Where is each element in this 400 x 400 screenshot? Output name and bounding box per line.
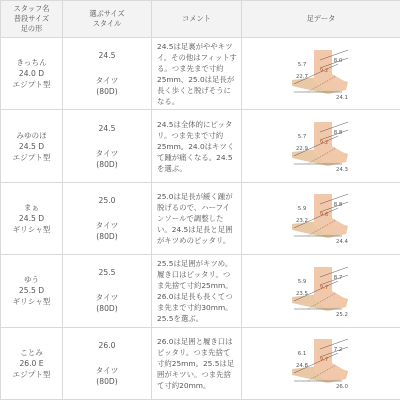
size-style xyxy=(63,38,152,110)
foot-measure-w: 8.0 xyxy=(333,57,343,64)
table-header-row xyxy=(1,1,400,38)
foot-measure-w: 8.8 xyxy=(333,130,343,137)
header-comment: コメント xyxy=(152,1,242,38)
header-foot-data: 足データ xyxy=(242,1,400,38)
chosen-size: 25.0 xyxy=(98,195,116,205)
foot-data xyxy=(242,327,400,399)
foot-measure-w: 8.8 xyxy=(333,202,343,209)
staff-info: きっちん 24.0 D エジプト型 xyxy=(1,38,63,110)
chosen-size: 26.0 xyxy=(98,340,116,350)
foot-measure-s: 5.7 xyxy=(297,61,307,68)
foot-measure-s: 5.7 xyxy=(297,134,307,141)
style-tights: タイツ (80D) xyxy=(95,293,119,314)
staff-info: ゆう 25.5 D ギリシャ型 xyxy=(1,255,63,327)
foot-measure-w: 7.2 xyxy=(333,347,343,354)
foot-measure-d: 25.2 xyxy=(335,311,349,318)
header-size: 選ぶサイズ スタイル xyxy=(63,1,152,38)
foot-measurement-diagram xyxy=(284,190,358,246)
foot-measure-d: 24.3 xyxy=(335,167,349,174)
table-row xyxy=(1,327,400,399)
staff-info: みゆのほ 24.5 D エジプト型 xyxy=(1,110,63,182)
foot-measure-h: 9.6 xyxy=(319,212,329,219)
table-row xyxy=(1,182,400,254)
style-tights: タイツ (80D) xyxy=(95,148,119,169)
table-row xyxy=(1,38,400,110)
foot-data xyxy=(242,182,400,254)
foot-measure-l: 23.5 xyxy=(295,290,309,297)
comment-text: 25.0は足長が緩く踵が脱げるので、ハーフインソールで調整したい。24.5は足長と足囲がキツめのピッタリ。 xyxy=(152,182,242,254)
foot-measurement-diagram xyxy=(284,118,358,174)
foot-measure-s: 5.9 xyxy=(297,278,307,285)
size-style xyxy=(63,327,152,399)
style-tights: タイツ (80D) xyxy=(95,365,119,386)
style-tights: タイツ (80D) xyxy=(95,220,119,241)
foot-measure-l: 24.8 xyxy=(295,363,309,370)
foot-measure-h: 9.7 xyxy=(319,284,329,291)
size-style xyxy=(63,110,152,182)
foot-measure-l: 23.2 xyxy=(295,218,309,225)
foot-measurement-diagram xyxy=(284,335,358,391)
foot-measurement-diagram xyxy=(284,46,358,102)
foot-data xyxy=(242,255,400,327)
foot-measure-s: 5.9 xyxy=(297,206,307,213)
style-tights: タイツ (80D) xyxy=(95,76,119,97)
staff-info: ことみ 26.0 E エジプト型 xyxy=(1,327,63,399)
foot-data xyxy=(242,110,400,182)
foot-measure-d: 24.4 xyxy=(335,239,349,246)
staff-info: まぁ 24.5 D ギリシャ型 xyxy=(1,182,63,254)
comment-text: 24.5は足裏がややキツイ。その他はフィットする。つま先まで寸約25mm、25.0は足長が長く歩くと脱げそうになる。 xyxy=(152,38,242,110)
foot-data xyxy=(242,38,400,110)
foot-measure-h: 9.2 xyxy=(319,140,329,147)
foot-measure-h: 9.7 xyxy=(319,357,329,364)
foot-measure-l: 22.9 xyxy=(295,146,309,153)
size-style xyxy=(63,182,152,254)
chosen-size: 24.5 xyxy=(98,51,116,61)
foot-measure-d: 24.1 xyxy=(335,94,349,101)
foot-measure-s: 6.1 xyxy=(297,351,307,358)
size-style xyxy=(63,255,152,327)
comment-text: 25.5は足囲がキツめ。履き口はピッタリ。つま先捨て寸約25mm。26.0は足長も長くてつま先まで寸約30mm。25.5を選ぶ。 xyxy=(152,255,242,327)
comment-text: 26.0は足囲と履き口はピッタリ。つま先捨て寸約25mm。25.5は足囲がキツい。つま先捨て寸約20mm。 xyxy=(152,327,242,399)
header-staff: スタッフ名 普段サイズ 足の形 xyxy=(1,1,63,38)
foot-measure-h: 9.2 xyxy=(319,67,329,74)
foot-measure-w: 8.7 xyxy=(333,274,343,281)
chosen-size: 24.5 xyxy=(98,123,116,133)
foot-measure-l: 22.7 xyxy=(295,73,309,80)
foot-measure-d: 26.0 xyxy=(335,384,349,391)
table-row xyxy=(1,255,400,327)
table-row xyxy=(1,110,400,182)
foot-measurement-diagram xyxy=(284,263,358,319)
comment-text: 24.5は全体的にピッタリ。つま先まで寸約25mm。24.0はキツくて踵が痛くなる。24.5を選ぶ。 xyxy=(152,110,242,182)
chosen-size: 25.5 xyxy=(98,268,116,278)
